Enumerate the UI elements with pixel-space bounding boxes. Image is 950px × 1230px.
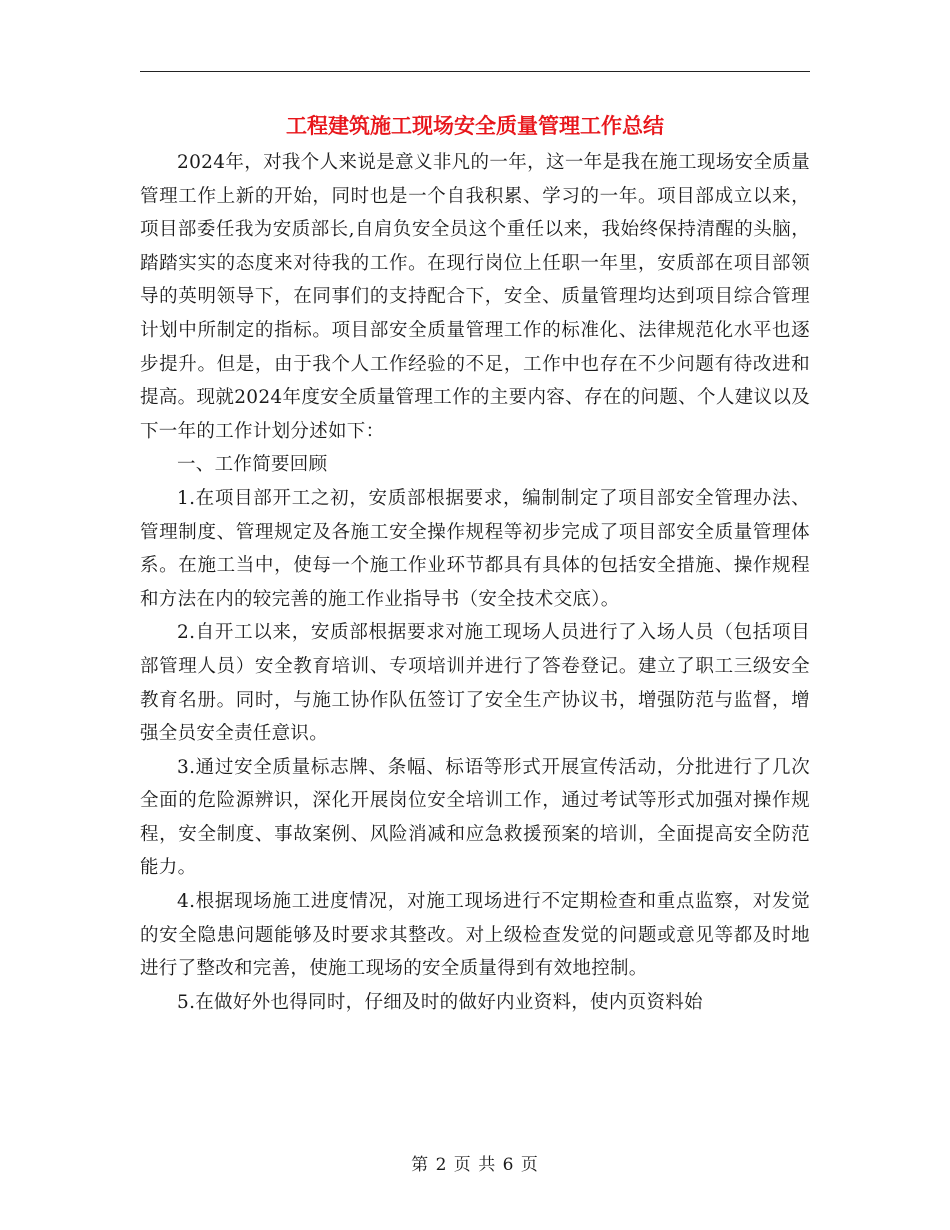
- paragraph-item-5: 5.在做好外也得同时，仔细及时的做好内业资料，使内页资料始: [177, 991, 703, 1013]
- paragraph-intro: 2024年，对我个人来说是意义非凡的一年，这一年是我在施工现场安全质量管理工作上新的开始，同时也是一个自我积累、学习的一年。项目部成立以来，项目部委任我为安质部长,自肩负安全员这个重任以来，我始终保持清醒的头脑，踏踏实实的态度来对待我的工作。在现行岗位上任职一年里，安质部在项目部领导的英明领导下，在同事们的支持配合下，安全、质量管理均达到项目综合管理计划中所制定的指标。项目部安全质量管理工作的标准化、法律规范化水平也逐步提升。但是，由于我个人工作经验的不足，工作中也存在不少问题有待改进和提高。现就2024年度安全质量管理工作的主要内容、存在的问题、个人建议以及下一年的工作计划分述如下：: [140, 152, 810, 442]
- paragraph-item-1: 1.在项目部开工之初，安质部根据要求，编制制定了项目部安全管理办法、管理制度、管理规定及各施工安全操作规程等初步完成了项目部安全质量管理体系。在施工当中，使每一个施工作业环节都具有具体的包括安全措施、操作规程和方法在内的较完善的施工作业指导书（安全技术交底）。: [140, 487, 810, 610]
- section-heading: 一、工作简要回顾: [177, 454, 328, 476]
- paragraph-item-3: 3.通过安全质量标志牌、条幅、标语等形式开展宣传活动，分批进行了几次全面的危险源辨识，深化开展岗位安全培训工作，通过考试等形式加强对操作规程，安全制度、事故案例、风险消减和应急救援预案的培训，全面提高安全防范能力。: [140, 756, 810, 879]
- document-body: [140, 146, 810, 1019]
- document-title: 工程建筑施工现场安全质量管理工作总结: [286, 113, 664, 138]
- header-rule: [140, 71, 810, 72]
- page-number: 第 2 页 共 6 页: [411, 1155, 539, 1175]
- paragraph-item-4: 4.根据现场施工进度情况，对施工现场进行不定期检查和重点监察，对发觉的安全隐患问题能够及时要求其整改。对上级检查发觉的问题或意见等都及时地进行了整改和完善，使施工现场的安全质量得到有效地控制。: [140, 891, 810, 980]
- paragraph-item-2: 2.自开工以来，安质部根据要求对施工现场人员进行了入场人员（包括项目部管理人员）安全教育培训、专项培训并进行了答卷登记。建立了职工三级安全教育名册。同时，与施工协作队伍签订了安全生产协议书，增强防范与监督，增强全员安全责任意识。: [140, 622, 810, 745]
